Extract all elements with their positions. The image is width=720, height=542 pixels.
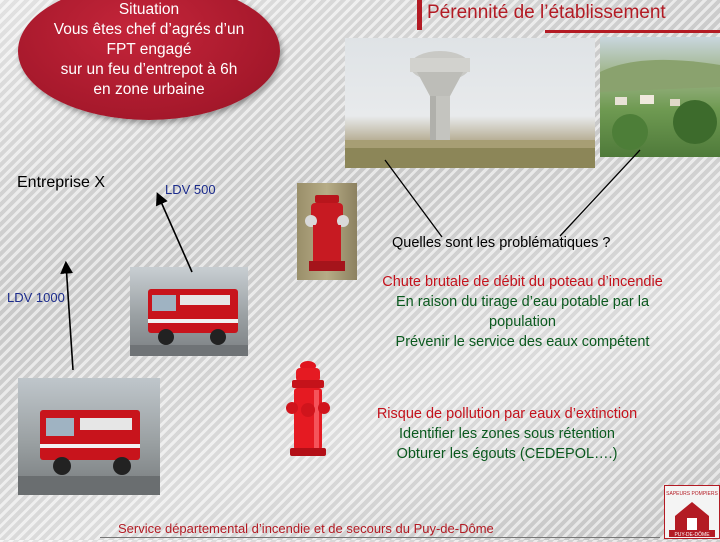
problem-detail: population [489,314,556,330]
entreprise-label: Entreprise X [17,174,106,191]
svg-text:PUY-DE-DÔME: PUY-DE-DÔME [674,532,710,538]
question-text: Quelles sont les problématiques ? [392,235,611,251]
problem-heading: Chute brutale de débit du poteau d’incendie [382,274,663,290]
svg-text:SAPEURS POMPIERS: SAPEURS POMPIERS [666,491,718,497]
arrow-to-entreprise [158,195,192,272]
situation-line: Vous êtes chef d’agrés d’un [53,21,245,38]
footer-divider [100,537,660,538]
arrow-to-ldv1000 [66,264,73,370]
problem-detail: En raison du tirage d’eau potable par la [395,294,650,310]
situation-line: en zone urbaine [93,81,205,98]
line-tower-to-question [385,160,442,237]
situation-line: FPT engagé [106,41,192,58]
line-village-to-question [560,150,640,236]
slide-title: Pérennité de l’établissement [427,2,666,23]
situation-line: sur un feu d’entrepot à 6h [60,61,238,78]
footer-text: Service départemental d’incendie et de secours du Puy-de-Dôme [118,521,494,536]
problem-action: Prévenir le service des eaux compétent [395,334,650,350]
ldv1000-label: LDV 1000 [7,290,65,305]
problem-heading: Risque de pollution par eaux d’extinction [376,406,638,422]
problem-action: Obturer les égouts (CEDEPOL….) [396,446,618,462]
problem-pollution-block [350,404,664,464]
ldv500-label: LDV 500 [165,182,216,197]
problem-action: Identifier les zones sous rétention [398,426,615,442]
situation-line: Situation [118,1,180,18]
problem-debit-block [355,272,690,352]
